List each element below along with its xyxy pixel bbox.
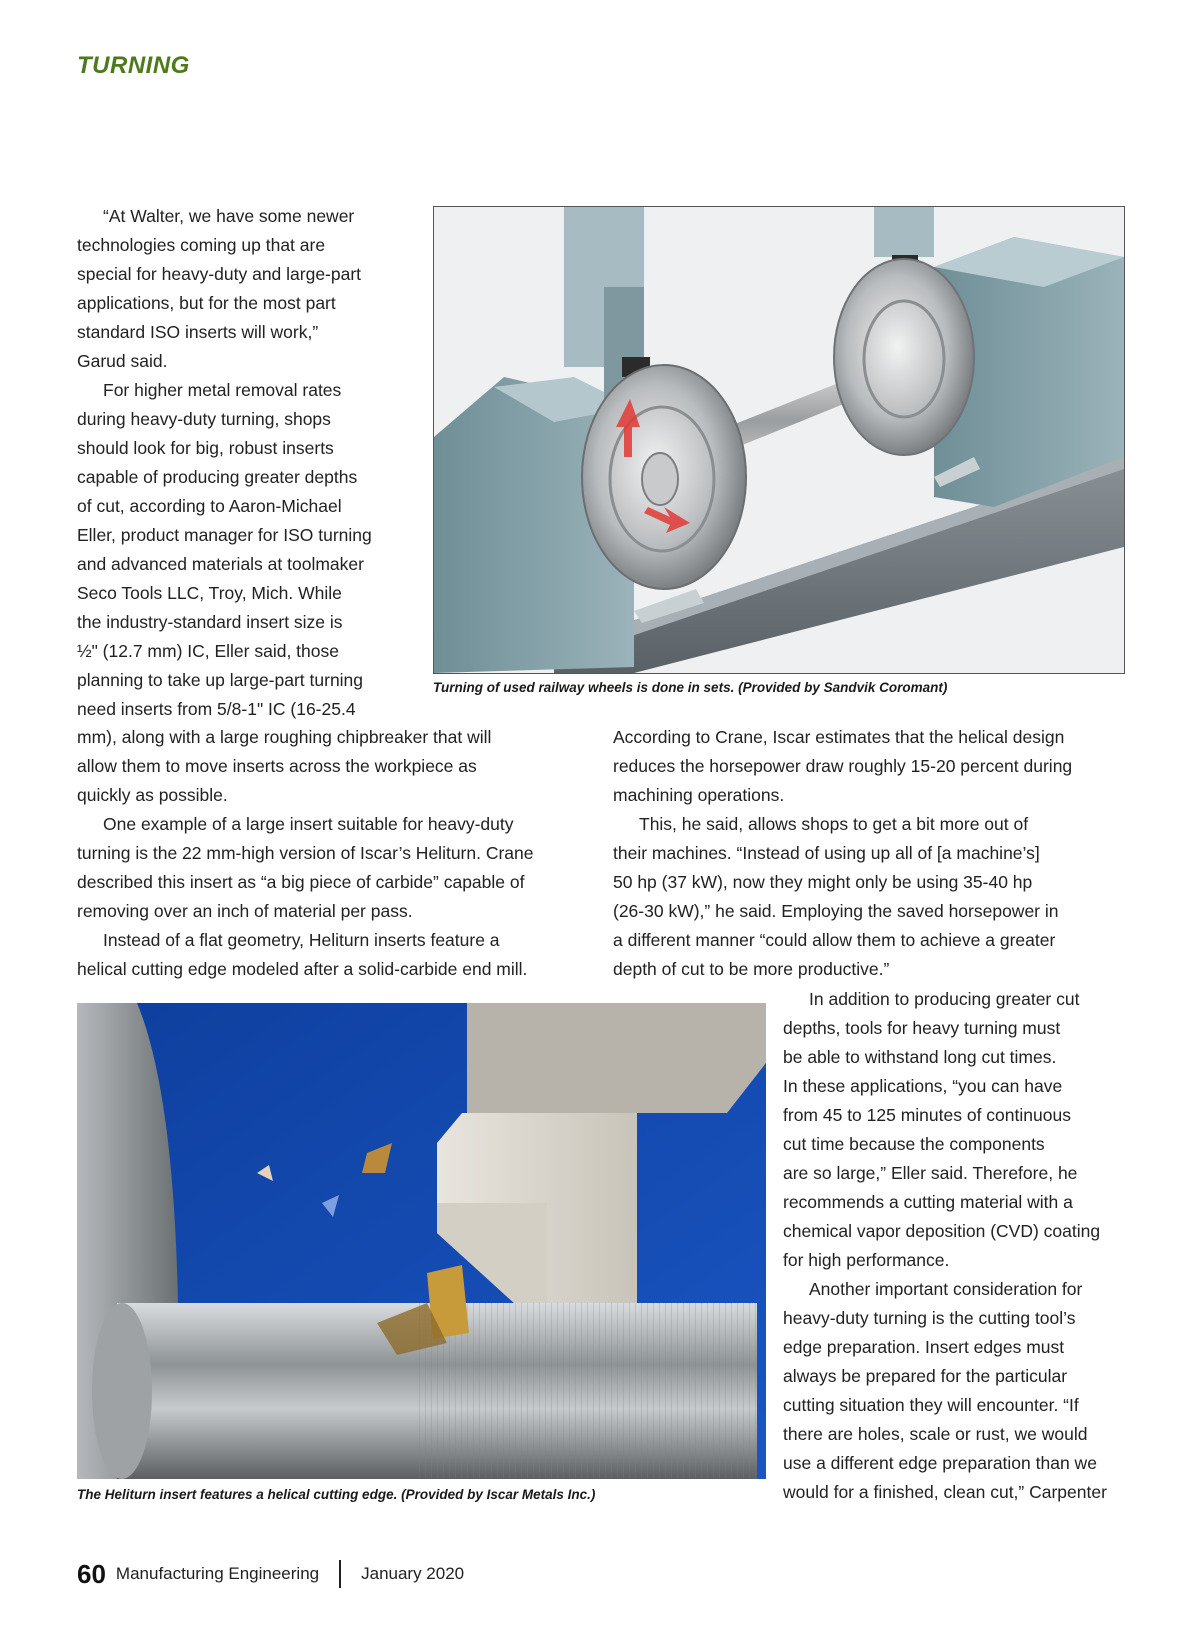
paragraph xyxy=(783,1275,1128,1507)
railway-wheel-image xyxy=(433,206,1125,674)
text-line: mm), along with a large roughing chipbreaker that will xyxy=(77,727,492,747)
figure2-caption: The Heliturn insert features a helical cutting edge. (Provided by Iscar Metals Inc.) xyxy=(77,1487,596,1502)
text-line: In these applications, “you can have xyxy=(783,1076,1063,1096)
text-line: standard ISO inserts will work,” xyxy=(77,322,319,342)
paragraph xyxy=(613,810,1133,984)
text-line: use a different edge preparation than we xyxy=(783,1453,1097,1473)
paragraph xyxy=(77,376,422,724)
paragraph xyxy=(77,810,597,926)
text-line: (26-30 kW),” he said. Employing the saved horsepower in xyxy=(613,901,1059,921)
text-line: depth of cut to be more productive.” xyxy=(613,959,890,979)
text-line: of cut, according to Aaron-Michael xyxy=(77,496,342,516)
text-line: their machines. “Instead of using up all of [a machine’s] xyxy=(613,843,1040,863)
text-line: “At Walter, we have some newer xyxy=(103,206,355,226)
paragraph xyxy=(77,723,597,810)
text-line: cut time because the components xyxy=(783,1134,1045,1154)
text-line: and advanced materials at toolmaker xyxy=(77,554,364,574)
text-line: Seco Tools LLC, Troy, Mich. While xyxy=(77,583,342,603)
text-line: For higher metal removal rates xyxy=(103,380,342,400)
text-line: are so large,” Eller said. Therefore, he xyxy=(783,1163,1078,1183)
text-line: helical cutting edge modeled after a solid-carbide end mill. xyxy=(77,959,528,979)
text-line: described this insert as “a big piece of carbide” capable of xyxy=(77,872,525,892)
article-column-top-left xyxy=(77,202,422,724)
text-line: heavy-duty turning is the cutting tool’s xyxy=(783,1308,1076,1328)
text-line: removing over an inch of material per pass. xyxy=(77,901,413,921)
article-column-middle-left xyxy=(77,723,597,984)
text-line: In addition to producing greater cut xyxy=(809,989,1080,1009)
text-line: Garud said. xyxy=(77,351,168,371)
text-line: recommends a cutting material with a xyxy=(783,1192,1073,1212)
text-line: ½" (12.7 mm) IC, Eller said, those xyxy=(77,641,339,661)
text-line: for high performance. xyxy=(783,1250,950,1270)
text-line: reduces the horsepower draw roughly 15-20 percent during xyxy=(613,756,1073,776)
text-line: edge preparation. Insert edges must xyxy=(783,1337,1065,1357)
text-line: 50 hp (37 kW), now they might only be using 35-40 hp xyxy=(613,872,1033,892)
text-line: need inserts from 5/8-1" IC (16-25.4 xyxy=(77,699,356,719)
figure1-caption: Turning of used railway wheels is done in sets. (Provided by Sandvik Coromant) xyxy=(433,680,948,695)
paragraph xyxy=(613,723,1133,810)
text-line: would for a finished, clean cut,” Carpenter xyxy=(783,1482,1107,1502)
article-column-middle-right xyxy=(613,723,1133,984)
text-line: allow them to move inserts across the workpiece as xyxy=(77,756,477,776)
text-line: from 45 to 125 minutes of continuous xyxy=(783,1105,1071,1125)
heliturn-insert-image xyxy=(77,1003,766,1479)
text-line: planning to take up large-part turning xyxy=(77,670,364,690)
text-line: chemical vapor deposition (CVD) coating xyxy=(783,1221,1101,1241)
text-line: there are holes, scale or rust, we would xyxy=(783,1424,1088,1444)
article-column-bottom-right xyxy=(783,985,1128,1507)
text-line: during heavy-duty turning, shops xyxy=(77,409,331,429)
text-line: Instead of a flat geometry, Heliturn inserts feature a xyxy=(103,930,500,950)
text-line: capable of producing greater depths xyxy=(77,467,358,487)
text-line: should look for big, robust inserts xyxy=(77,438,334,458)
text-line: be able to withstand long cut times. xyxy=(783,1047,1057,1067)
paragraph xyxy=(77,202,422,376)
text-line: applications, but for the most part xyxy=(77,293,336,313)
text-line: turning is the 22 mm-high version of Iscar’s Heliturn. Crane xyxy=(77,843,534,863)
text-line: machining operations. xyxy=(613,785,785,805)
text-line: According to Crane, Iscar estimates that the helical design xyxy=(613,727,1065,747)
text-line: cutting situation they will encounter. “If xyxy=(783,1395,1079,1415)
issue-date: January 2020 xyxy=(361,1564,465,1583)
text-line: This, he said, allows shops to get a bit more out of xyxy=(639,814,1029,834)
paragraph xyxy=(783,985,1128,1275)
footer-divider xyxy=(339,1560,341,1588)
text-line: One example of a large insert suitable for heavy-duty xyxy=(103,814,514,834)
text-line: Another important consideration for xyxy=(809,1279,1083,1299)
text-line: Eller, product manager for ISO turning xyxy=(77,525,372,545)
section-title: TURNING xyxy=(77,52,190,79)
text-line: depths, tools for heavy turning must xyxy=(783,1018,1061,1038)
page-footer xyxy=(77,1556,464,1592)
text-line: the industry-standard insert size is xyxy=(77,612,343,632)
publication-name: Manufacturing Engineering xyxy=(115,1564,320,1583)
text-line: a different manner “could allow them to achieve a greater xyxy=(613,930,1056,950)
paragraph xyxy=(77,926,597,984)
text-line: technologies coming up that are xyxy=(77,235,326,255)
text-line: quickly as possible. xyxy=(77,785,228,805)
text-line: always be prepared for the particular xyxy=(783,1366,1068,1386)
heliturn-insert-photo xyxy=(77,1003,766,1479)
text-line: special for heavy-duty and large-part xyxy=(77,264,362,284)
page-number: 60 xyxy=(77,1558,106,1589)
railway-wheel-illustration xyxy=(434,207,1124,673)
